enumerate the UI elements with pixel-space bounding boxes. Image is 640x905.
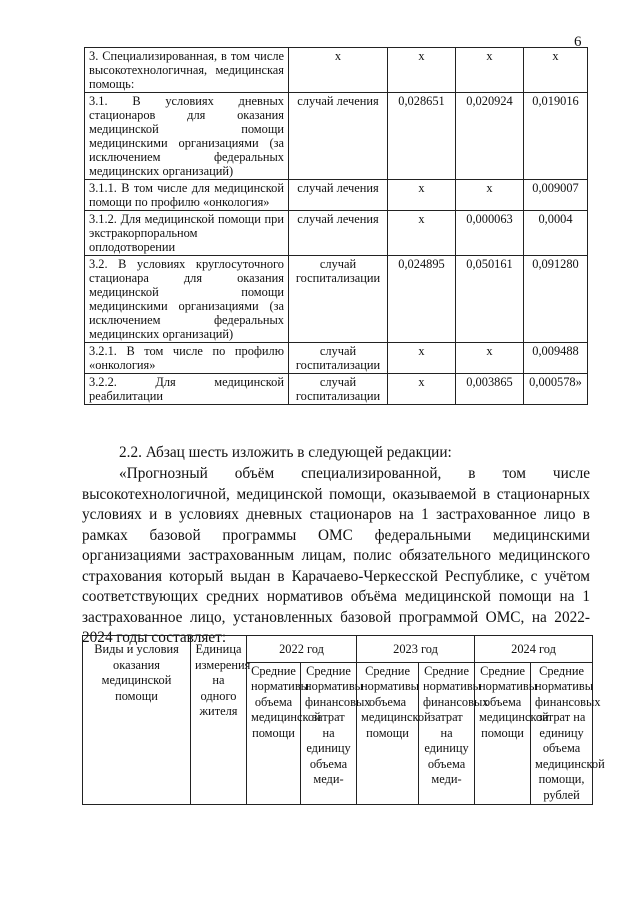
row-unit: случай лечения [289, 211, 388, 256]
page-number: 6 [574, 34, 582, 50]
table-row [85, 374, 588, 405]
subheader-cost: Средние нормативы финансовых затрат на единицу объема меди- [301, 662, 357, 805]
value-2023: 0,050161 [456, 256, 524, 343]
amendment-text: «Прогнозный объём специализированной, в том числе высокотехнологичной, медицинской помощи, оказываемой в стационарных условиях и в условиях дневных стационаров на 1 застрахованное лицо в рамках базовой программы ОМС федеральными медицинскими организациями застрахованным лицам, полис обязательного медицинского страхования который выдан в Карачаево-Черкесской Республике, с учётом соответствующих средних нормативов объёма медицинской помощи на 1 застрахованное лицо, установленных базовой программой ОМС, на 2022-2024 годы составляет: [82, 465, 590, 646]
year-header: 2023 год [357, 636, 475, 663]
value-2024: 0,000578» [524, 374, 588, 405]
value-2022: х [388, 211, 456, 256]
subheader-cost: Средние нормативы финансовых затрат на единицу объема медицинской помощи, рублей [531, 662, 593, 805]
row-description: 3.1.1. В том числе для медицинской помощи по профилю «онкология» [85, 180, 289, 211]
value-2022: х [388, 180, 456, 211]
table-row [85, 93, 588, 180]
subheader-volume: Средние нормативы объема медицинской помощи [247, 662, 301, 805]
row-description: 3.2.1. В том числе по профилю «онкология» [85, 343, 289, 374]
value-2024: 0,019016 [524, 93, 588, 180]
table-row [85, 180, 588, 211]
value-2022: х [388, 48, 456, 93]
forecast-header-row [83, 636, 593, 663]
value-2022: 0,028651 [388, 93, 456, 180]
value-2023: 0,003865 [456, 374, 524, 405]
year-header: 2022 год [247, 636, 357, 663]
value-2024: 0,009488 [524, 343, 588, 374]
table-row [85, 256, 588, 343]
row-unit: случай лечения [289, 180, 388, 211]
year-header: 2024 год [475, 636, 593, 663]
value-2024: 0,0004 [524, 211, 588, 256]
value-2024: 0,009007 [524, 180, 588, 211]
value-2023: 0,000063 [456, 211, 524, 256]
row-description: 3.1.2. Для медицинской помощи при экстракорпоральном оплодотворении [85, 211, 289, 256]
col-types-header: Виды и условия оказания медицинской помощи [83, 636, 191, 805]
norms-table [84, 47, 588, 405]
value-2023: 0,020924 [456, 93, 524, 180]
value-2023: х [456, 180, 524, 211]
value-2022: х [388, 343, 456, 374]
amendment-heading: 2.2. Абзац шесть изложить в следующей редакции: [119, 444, 452, 461]
row-unit: случай госпитализации [289, 374, 388, 405]
row-description: 3. Специализированная, в том числе высокотехнологичная, медицинская помощь: [85, 48, 289, 93]
table-row [85, 211, 588, 256]
table-row [85, 48, 588, 93]
value-2024: 0,091280 [524, 256, 588, 343]
row-unit: случай госпитализации [289, 343, 388, 374]
value-2022: х [388, 374, 456, 405]
value-2023: х [456, 48, 524, 93]
value-2023: х [456, 343, 524, 374]
row-unit: случай госпитализации [289, 256, 388, 343]
subheader-cost: Средние нормативы финансовых затрат на единицу объема меди- [419, 662, 475, 805]
row-unit: х [289, 48, 388, 93]
row-description: 3.2.2. Для медицинской реабилитации [85, 374, 289, 405]
forecast-table [82, 635, 605, 805]
row-description: 3.1. В условиях дневных стационаров для оказания медицинской помощи медицинскими организациями (за исключением федеральных медицинских организаций) [85, 93, 289, 180]
value-2024: х [524, 48, 588, 93]
row-description: 3.2. В условиях круглосуточного стационара для оказания медицинской помощи медицинскими организациями (за исключением федеральных медицинских организаций) [85, 256, 289, 343]
value-2022: 0,024895 [388, 256, 456, 343]
row-unit: случай лечения [289, 93, 388, 180]
subheader-volume: Средние нормативы объема медицинской помощи [357, 662, 419, 805]
subheader-volume: Средние нормативы объема медицинской помощи [475, 662, 531, 805]
table-row [85, 343, 588, 374]
col-unit-header: Единица измерения на одного жителя [191, 636, 247, 805]
